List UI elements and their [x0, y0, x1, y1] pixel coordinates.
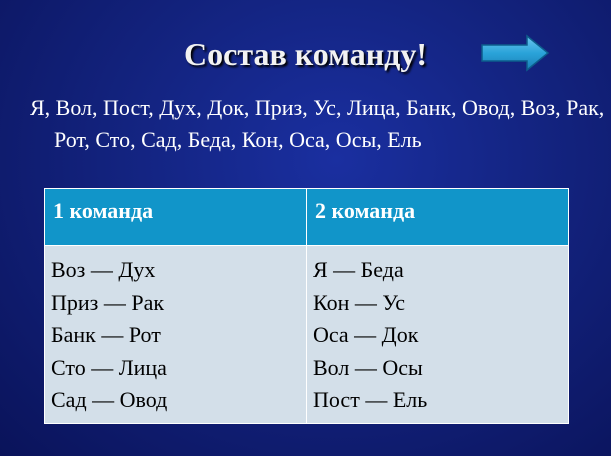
team1-pair: Банк — Рот — [51, 322, 161, 347]
team1-pair: Воз — Дух — [51, 257, 156, 282]
team2-pair: Оса — Док — [313, 322, 419, 347]
team1-pair: Приз — Рак — [51, 289, 165, 315]
slide-title: Состав команду! — [184, 36, 427, 72]
team1-header-cell — [45, 189, 307, 246]
team2-pair: Вол — Осы — [313, 354, 423, 380]
team2-header-cell — [307, 189, 569, 246]
team2-pair: Пост — Ель — [313, 387, 428, 412]
team1-pair: Сто — Лица — [51, 354, 167, 380]
team2-header: 2 команда — [315, 198, 416, 223]
team2-pair: Я — Беда — [313, 257, 404, 282]
team1-pair: Сад — Овод — [51, 387, 168, 412]
team2-pair: Кон — Ус — [313, 289, 406, 315]
team1-cell — [45, 246, 307, 424]
right-arrow-icon[interactable] — [480, 34, 550, 72]
word-list: Я, Вол, Пост, Дух, Док, Приз, Ус, Лица, Банк, Овод, Воз, Рак, Рот, Сто, Сад, Беда, Кон, Оса, Осы, Ель — [30, 95, 605, 152]
team2-cell — [307, 246, 569, 424]
team1-header: 1 команда — [53, 198, 154, 223]
teams-table — [44, 188, 569, 424]
